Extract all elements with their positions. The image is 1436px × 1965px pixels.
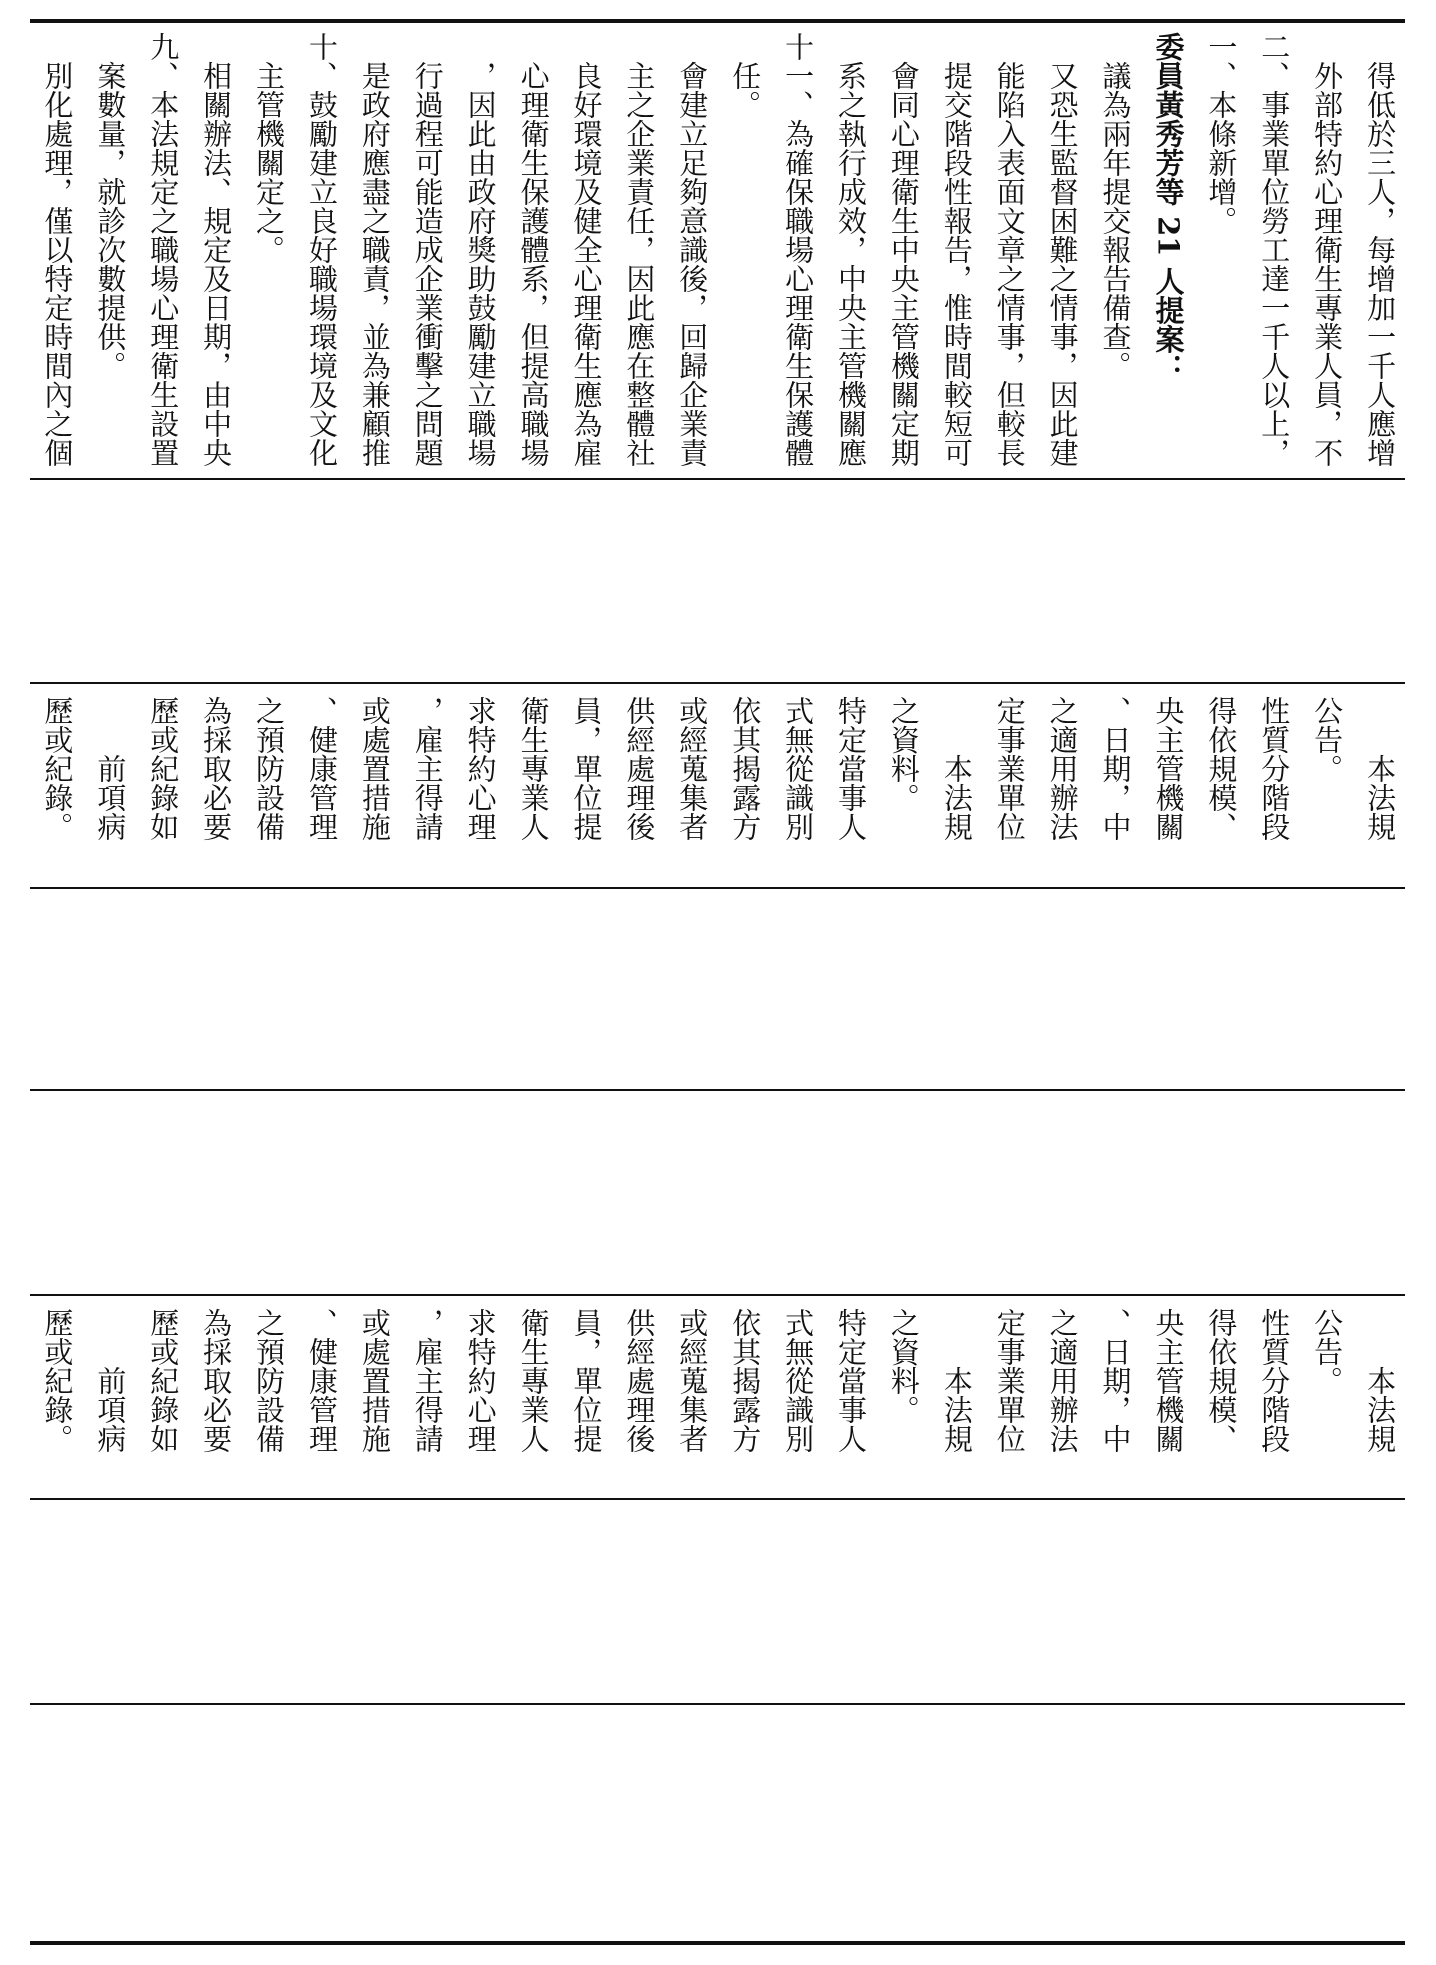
provision-line: 歷或紀錄。 <box>40 1308 75 1453</box>
explanation-line: 又恐生監督困難之情事，因此建 <box>1045 61 1080 467</box>
provision-line: 之適用辦法 <box>1045 696 1080 841</box>
provision-line: 歷或紀錄如 <box>146 696 181 841</box>
provision-line: 求特約心理 <box>463 1308 498 1453</box>
provision-line: 或經蒐集者 <box>675 1308 710 1453</box>
provision-line: 員，單位提 <box>569 696 604 841</box>
provision-line: 央主管機關 <box>1151 1308 1186 1453</box>
explanation-item-line: 二、事業單位勞工達一千人以上， <box>1257 32 1292 467</box>
table-row-rule <box>30 1498 1405 1500</box>
explanation-item-line: 一、本條新增。 <box>1204 32 1239 235</box>
provision-line: 定事業單位 <box>992 696 1027 841</box>
provision-line: 求特約心理 <box>463 696 498 841</box>
provision-line: 或經蒐集者 <box>675 696 710 841</box>
provision-line: 之預防設備 <box>252 696 287 841</box>
provision-line: 歷或紀錄。 <box>40 696 75 841</box>
provision-line: 、健康管理 <box>304 696 339 841</box>
provision-line: 依其揭露方 <box>728 696 763 841</box>
provision-line: 央主管機關 <box>1151 696 1186 841</box>
provision-line: ，雇主得請 <box>410 1308 445 1453</box>
provision-paragraph-start: 本法規 <box>939 754 974 841</box>
explanation-line: 系之執行成效，中央主管機關應 <box>834 61 868 467</box>
provision-line: 依其揭露方 <box>728 1308 763 1453</box>
provision-line: ，雇主得請 <box>410 696 445 841</box>
explanation-line: 相關辦法、規定及日期，由中央 <box>199 61 234 467</box>
provision-line: 、日期，中 <box>1098 696 1133 841</box>
provision-line: 為採取必要 <box>199 1308 234 1453</box>
explanation-line: 行過程可能造成企業衝擊之問題 <box>410 61 445 467</box>
explanation-line: 外部特約心理衛生專業人員，不 <box>1310 61 1345 467</box>
explanation-line: 別化處理，僅以特定時間內之個 <box>40 61 75 467</box>
table-row-rule <box>30 1294 1405 1296</box>
explanation-item-line: 九、本法規定之職場心理衛生設置 <box>146 32 181 467</box>
provision-line: 衛生專業人 <box>516 696 551 841</box>
explanation-line: 心理衛生保護體系，但提高職場 <box>516 61 551 467</box>
provision-line: 得依規模、 <box>1204 696 1239 841</box>
explanation-line: 是政府應盡之職責，並為兼顧推 <box>357 61 392 467</box>
provision-line: 公告。 <box>1310 1308 1345 1395</box>
provision-line: 為採取必要 <box>199 696 234 841</box>
provision-line: 式無從識別 <box>781 1308 816 1453</box>
provision-line: 公告。 <box>1310 696 1345 783</box>
provision-paragraph-start: 本法規 <box>1363 1366 1398 1453</box>
provision-line: 之適用辦法 <box>1045 1308 1080 1453</box>
provision-line: 定事業單位 <box>992 1308 1027 1453</box>
explanation-cell <box>31 32 1407 477</box>
explanation-line: 主管機關定之。 <box>252 61 287 264</box>
explanation-line: 提交階段性報告，惟時間較短可 <box>939 61 974 467</box>
provision-line: 性質分階段 <box>1257 696 1292 841</box>
explanation-line: 主之企業責任，因此應在整體社 <box>622 61 657 467</box>
provision-line: 或處置措施 <box>357 1308 392 1453</box>
table-row-rule <box>30 1703 1405 1705</box>
table-bottom-rule <box>30 1941 1405 1945</box>
explanation-line: 任。 <box>728 61 763 119</box>
explanation-line: 會同心理衛生中央主管機關定期 <box>886 61 921 467</box>
explanation-line: 能陷入表面文章之情事，但較長 <box>992 61 1027 467</box>
explanation-line: 會建立足夠意識後，回歸企業責 <box>675 61 710 467</box>
provision-line: 歷或紀錄如 <box>146 1308 181 1453</box>
table-top-rule <box>30 19 1405 23</box>
explanation-line: 得低於三人，每增加一千人應增 <box>1363 61 1398 467</box>
provision-line: 得依規模、 <box>1204 1308 1239 1453</box>
provision-line: 、健康管理 <box>304 1308 339 1453</box>
explanation-line: ，因此由政府獎助鼓勵建立職場 <box>463 61 498 467</box>
table-row-rule <box>30 1089 1405 1091</box>
provision-line: 性質分階段 <box>1257 1308 1292 1453</box>
proposal-heading: 委員黃秀芳等 21 人提案： <box>1151 32 1186 383</box>
explanation-item-line: 十、鼓勵建立良好職場環境及文化 <box>304 32 339 467</box>
provision-paragraph-start: 前項病 <box>93 1366 128 1453</box>
table-row-rule <box>30 478 1405 480</box>
provision-line: 供經處理後 <box>622 1308 657 1453</box>
provision-line: 供經處理後 <box>622 696 657 841</box>
table-row-rule <box>30 682 1405 684</box>
provision-cell-upper <box>31 696 1407 856</box>
provision-line: 特定當事人 <box>834 1308 868 1453</box>
table-row-rule <box>30 887 1405 889</box>
provision-paragraph-start: 本法規 <box>1363 754 1398 841</box>
provision-paragraph-start: 本法規 <box>939 1366 974 1453</box>
provision-paragraph-start: 前項病 <box>93 754 128 841</box>
provision-line: 衛生專業人 <box>516 1308 551 1453</box>
provision-line: 之預防設備 <box>252 1308 287 1453</box>
provision-line: 式無從識別 <box>781 696 816 841</box>
provision-line: 員，單位提 <box>569 1308 604 1453</box>
provision-line: 、日期，中 <box>1098 1308 1133 1453</box>
explanation-line: 議為兩年提交報告備查。 <box>1098 61 1133 380</box>
provision-line: 特定當事人 <box>834 696 868 841</box>
provision-line: 之資料。 <box>886 696 921 812</box>
provision-line: 之資料。 <box>886 1308 921 1424</box>
explanation-line: 良好環境及健全心理衛生應為雇 <box>569 61 604 467</box>
explanation-item-line: 十一、為確保職場心理衛生保護體 <box>781 32 816 467</box>
provision-cell-lower <box>31 1308 1407 1468</box>
explanation-line: 案數量，就診次數提供。 <box>93 61 128 380</box>
provision-line: 或處置措施 <box>357 696 392 841</box>
